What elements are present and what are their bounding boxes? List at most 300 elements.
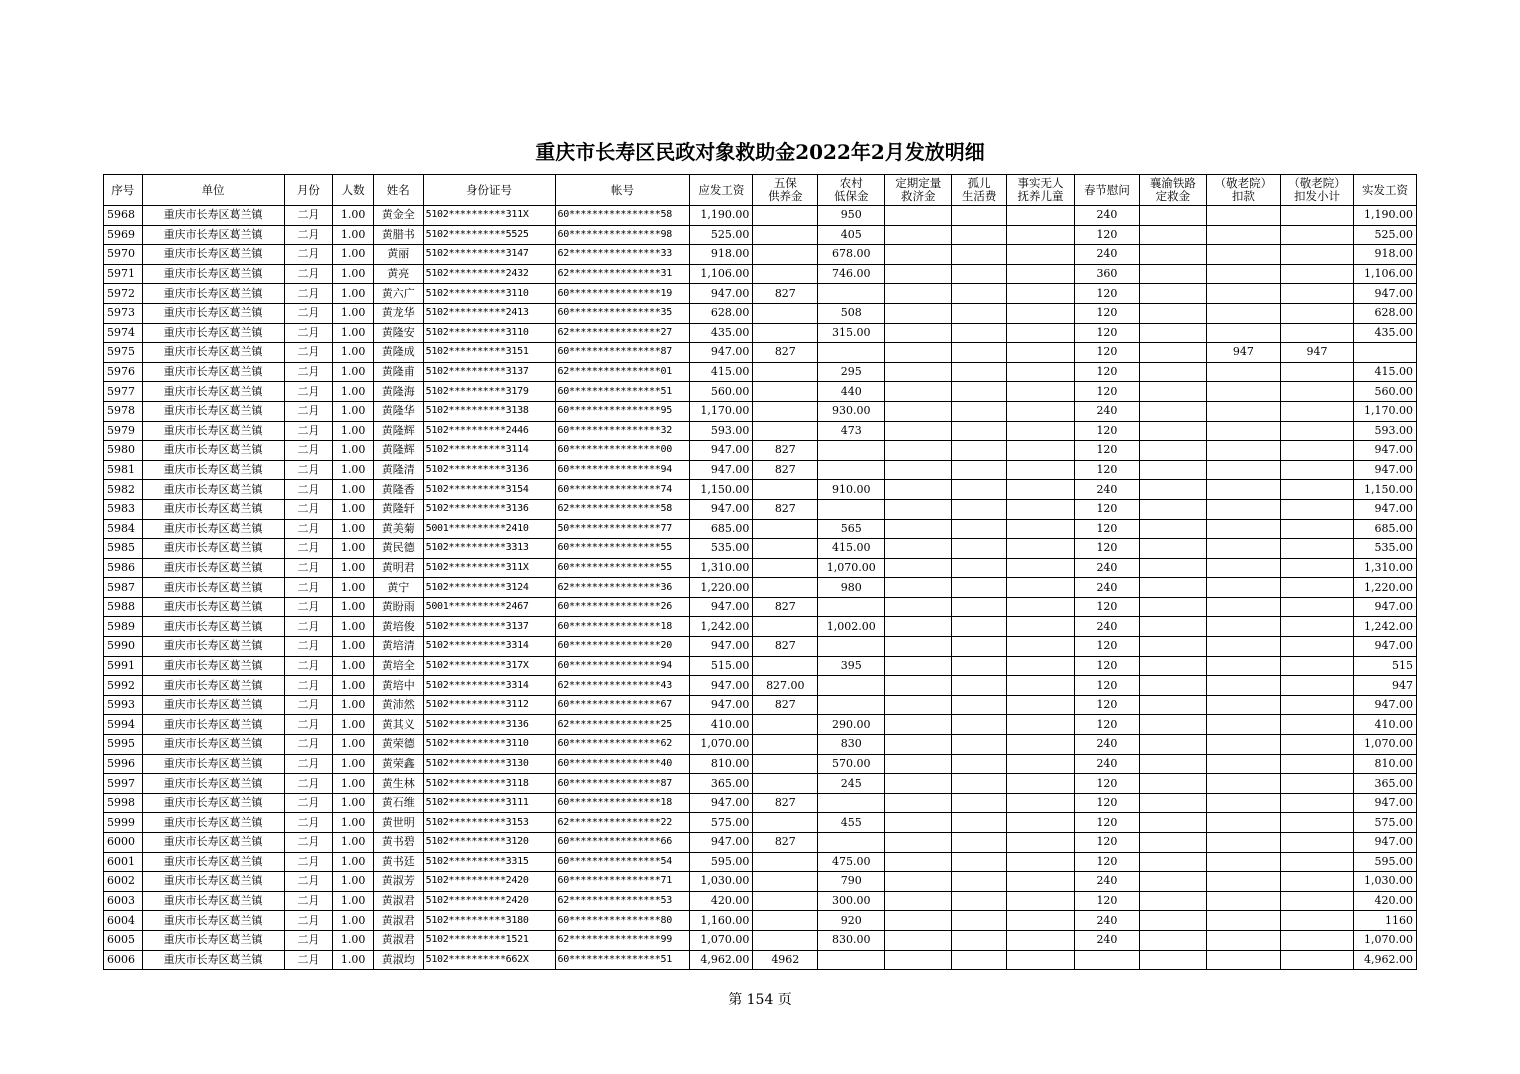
table-cell: 重庆市长寿区葛兰镇 bbox=[142, 264, 284, 284]
table-cell bbox=[1139, 891, 1206, 911]
table-cell bbox=[753, 754, 818, 774]
table-cell bbox=[1007, 695, 1075, 715]
table-cell bbox=[1139, 754, 1206, 774]
table-cell: 5991 bbox=[104, 656, 143, 676]
table-cell: 5102**********3110 bbox=[423, 323, 555, 343]
table-cell: 120 bbox=[1074, 284, 1139, 304]
table-cell: 5102**********311X bbox=[423, 558, 555, 578]
table-cell bbox=[1280, 519, 1353, 539]
column-header: 单位 bbox=[142, 175, 284, 206]
table-cell: 240 bbox=[1074, 558, 1139, 578]
table-cell bbox=[885, 754, 952, 774]
table-cell bbox=[1007, 323, 1075, 343]
table-cell bbox=[952, 421, 1007, 441]
table-cell: 1.00 bbox=[333, 891, 374, 911]
table-cell: 重庆市长寿区葛兰镇 bbox=[142, 245, 284, 265]
table-cell bbox=[885, 303, 952, 323]
table-row bbox=[104, 480, 1417, 500]
table-cell: 455 bbox=[818, 813, 885, 833]
table-cell: 1.00 bbox=[333, 343, 374, 363]
table-cell: 5992 bbox=[104, 676, 143, 696]
table-cell: 黄明君 bbox=[373, 558, 423, 578]
table-row bbox=[104, 656, 1417, 676]
table-cell: 二月 bbox=[284, 617, 333, 637]
table-cell: 6001 bbox=[104, 852, 143, 872]
table-cell: 910.00 bbox=[818, 480, 885, 500]
table-cell: 1.00 bbox=[333, 539, 374, 559]
table-cell: 685.00 bbox=[1353, 519, 1416, 539]
table-cell: 918.00 bbox=[690, 245, 753, 265]
table-cell: 60****************80 bbox=[555, 911, 690, 931]
table-cell bbox=[1206, 695, 1280, 715]
table-cell bbox=[1139, 930, 1206, 950]
table-cell: 5983 bbox=[104, 499, 143, 519]
table-cell: 947.00 bbox=[690, 597, 753, 617]
table-cell: 947.00 bbox=[1353, 833, 1416, 853]
table-cell: 5102**********3136 bbox=[423, 499, 555, 519]
table-cell: 62****************22 bbox=[555, 813, 690, 833]
table-cell bbox=[952, 637, 1007, 657]
table-row bbox=[104, 539, 1417, 559]
table-cell bbox=[952, 401, 1007, 421]
table-cell bbox=[1280, 421, 1353, 441]
table-row bbox=[104, 793, 1417, 813]
table-cell bbox=[1139, 911, 1206, 931]
table-cell: 827 bbox=[753, 695, 818, 715]
table-cell: 60****************98 bbox=[555, 225, 690, 245]
table-cell: 1.00 bbox=[333, 715, 374, 735]
table-cell: 240 bbox=[1074, 401, 1139, 421]
table-cell: 5102**********3111 bbox=[423, 793, 555, 813]
table-cell: 1.00 bbox=[333, 245, 374, 265]
table-cell: 二月 bbox=[284, 813, 333, 833]
table-cell: 重庆市长寿区葛兰镇 bbox=[142, 362, 284, 382]
table-cell: 二月 bbox=[284, 793, 333, 813]
table-cell bbox=[1007, 245, 1075, 265]
table-cell bbox=[1206, 754, 1280, 774]
table-cell: 5993 bbox=[104, 695, 143, 715]
table-cell bbox=[885, 656, 952, 676]
table-cell: 1,242.00 bbox=[690, 617, 753, 637]
table-cell: 6005 bbox=[104, 930, 143, 950]
table-cell: 5102**********3314 bbox=[423, 676, 555, 696]
table-cell: 重庆市长寿区葛兰镇 bbox=[142, 343, 284, 363]
table-cell: 二月 bbox=[284, 950, 333, 970]
column-header: 应发工资 bbox=[690, 175, 753, 206]
table-cell: 120 bbox=[1074, 343, 1139, 363]
column-header: （敬老院） 扣发小计 bbox=[1280, 175, 1353, 206]
column-header: 春节慰问 bbox=[1074, 175, 1139, 206]
table-cell: 240 bbox=[1074, 930, 1139, 950]
table-cell bbox=[1007, 480, 1075, 500]
table-cell bbox=[952, 206, 1007, 226]
table-cell: 6000 bbox=[104, 833, 143, 853]
table-cell: 5986 bbox=[104, 558, 143, 578]
table-cell bbox=[952, 656, 1007, 676]
table-cell bbox=[818, 343, 885, 363]
table-cell: 1.00 bbox=[333, 401, 374, 421]
table-cell: 420.00 bbox=[690, 891, 753, 911]
table-cell bbox=[1007, 401, 1075, 421]
table-cell bbox=[1280, 539, 1353, 559]
table-cell: 240 bbox=[1074, 578, 1139, 598]
table-cell: 1,190.00 bbox=[690, 206, 753, 226]
table-cell: 120 bbox=[1074, 460, 1139, 480]
table-cell: 黄淑君 bbox=[373, 891, 423, 911]
table-cell bbox=[1007, 539, 1075, 559]
table-cell bbox=[1280, 833, 1353, 853]
table-cell bbox=[1206, 539, 1280, 559]
table-cell: 827 bbox=[753, 833, 818, 853]
table-cell: 重庆市长寿区葛兰镇 bbox=[142, 401, 284, 421]
column-header: 襄渝铁路 定救金 bbox=[1139, 175, 1206, 206]
table-cell: 4962 bbox=[753, 950, 818, 970]
table-cell: 1,070.00 bbox=[690, 735, 753, 755]
table-cell: 980 bbox=[818, 578, 885, 598]
column-header: （敬老院） 扣款 bbox=[1206, 175, 1280, 206]
table-cell: 5990 bbox=[104, 637, 143, 657]
table-cell: 黄书碧 bbox=[373, 833, 423, 853]
table-cell: 5997 bbox=[104, 774, 143, 794]
table-cell: 二月 bbox=[284, 362, 333, 382]
table-cell bbox=[753, 245, 818, 265]
table-cell: 黄沛然 bbox=[373, 695, 423, 715]
table-cell: 重庆市长寿区葛兰镇 bbox=[142, 930, 284, 950]
table-cell bbox=[952, 441, 1007, 461]
table-cell bbox=[1206, 813, 1280, 833]
table-cell bbox=[753, 539, 818, 559]
table-cell: 1.00 bbox=[333, 303, 374, 323]
table-cell: 二月 bbox=[284, 578, 333, 598]
table-cell: 240 bbox=[1074, 735, 1139, 755]
column-header: 身份证号 bbox=[423, 175, 555, 206]
table-cell bbox=[885, 597, 952, 617]
table-cell bbox=[753, 303, 818, 323]
table-cell bbox=[1139, 813, 1206, 833]
table-cell: 重庆市长寿区葛兰镇 bbox=[142, 382, 284, 402]
table-cell: 120 bbox=[1074, 637, 1139, 657]
table-cell: 827 bbox=[753, 284, 818, 304]
table-cell bbox=[1139, 245, 1206, 265]
table-cell: 560.00 bbox=[690, 382, 753, 402]
column-header: 定期定量 救济金 bbox=[885, 175, 952, 206]
table-cell: 575.00 bbox=[1353, 813, 1416, 833]
table-cell: 1.00 bbox=[333, 852, 374, 872]
table-cell bbox=[1139, 284, 1206, 304]
table-cell: 595.00 bbox=[690, 852, 753, 872]
table-cell bbox=[1206, 460, 1280, 480]
table-cell bbox=[1007, 813, 1075, 833]
table-cell bbox=[885, 264, 952, 284]
table-cell bbox=[952, 774, 1007, 794]
table-row bbox=[104, 735, 1417, 755]
table-cell: 二月 bbox=[284, 480, 333, 500]
table-cell bbox=[1007, 519, 1075, 539]
table-cell bbox=[1139, 833, 1206, 853]
table-cell bbox=[885, 245, 952, 265]
table-cell: 50****************77 bbox=[555, 519, 690, 539]
table-cell: 830 bbox=[818, 735, 885, 755]
table-cell: 1.00 bbox=[333, 323, 374, 343]
table-cell: 560.00 bbox=[1353, 382, 1416, 402]
table-cell: 60****************18 bbox=[555, 617, 690, 637]
table-cell: 重庆市长寿区葛兰镇 bbox=[142, 793, 284, 813]
table-cell bbox=[952, 362, 1007, 382]
table-cell: 5976 bbox=[104, 362, 143, 382]
table-row bbox=[104, 558, 1417, 578]
table-cell bbox=[1139, 637, 1206, 657]
table-cell bbox=[1139, 617, 1206, 637]
table-cell bbox=[1280, 617, 1353, 637]
table-cell bbox=[1139, 715, 1206, 735]
table-cell: 黄培清 bbox=[373, 637, 423, 657]
table-cell bbox=[1280, 441, 1353, 461]
relief-payment-table bbox=[103, 174, 1417, 970]
table-cell bbox=[1007, 930, 1075, 950]
table-cell: 5102**********317X bbox=[423, 656, 555, 676]
table-cell bbox=[1206, 735, 1280, 755]
table-cell bbox=[885, 421, 952, 441]
table-cell: 5102**********3147 bbox=[423, 245, 555, 265]
table-cell: 5979 bbox=[104, 421, 143, 441]
table-cell: 1.00 bbox=[333, 558, 374, 578]
table-cell: 120 bbox=[1074, 833, 1139, 853]
table-cell: 黄隆成 bbox=[373, 343, 423, 363]
table-cell: 415.00 bbox=[1353, 362, 1416, 382]
table-cell bbox=[1206, 303, 1280, 323]
table-cell bbox=[1007, 617, 1075, 637]
table-cell: 240 bbox=[1074, 911, 1139, 931]
table-cell bbox=[1139, 421, 1206, 441]
table-cell: 1.00 bbox=[333, 813, 374, 833]
table-cell bbox=[885, 813, 952, 833]
table-cell: 62****************27 bbox=[555, 323, 690, 343]
table-cell: 947 bbox=[1280, 343, 1353, 363]
table-row bbox=[104, 323, 1417, 343]
table-row bbox=[104, 715, 1417, 735]
table-cell: 120 bbox=[1074, 891, 1139, 911]
table-cell: 950 bbox=[818, 206, 885, 226]
table-cell: 947.00 bbox=[690, 343, 753, 363]
table-cell: 120 bbox=[1074, 225, 1139, 245]
table-cell: 二月 bbox=[284, 303, 333, 323]
table-cell: 重庆市长寿区葛兰镇 bbox=[142, 833, 284, 853]
table-cell bbox=[885, 833, 952, 853]
table-cell: 重庆市长寿区葛兰镇 bbox=[142, 558, 284, 578]
table-cell: 二月 bbox=[284, 754, 333, 774]
table-cell: 黄美菊 bbox=[373, 519, 423, 539]
table-cell: 黄丽 bbox=[373, 245, 423, 265]
table-cell bbox=[1280, 793, 1353, 813]
table-cell: 二月 bbox=[284, 891, 333, 911]
table-cell bbox=[885, 950, 952, 970]
table-cell: 947.00 bbox=[690, 499, 753, 519]
table-cell bbox=[753, 872, 818, 892]
table-cell bbox=[952, 499, 1007, 519]
table-cell: 黄石维 bbox=[373, 793, 423, 813]
table-cell: 746.00 bbox=[818, 264, 885, 284]
table-row bbox=[104, 695, 1417, 715]
table-cell: 5980 bbox=[104, 441, 143, 461]
table-cell: 5102**********3315 bbox=[423, 852, 555, 872]
table-cell bbox=[1007, 950, 1075, 970]
table-cell: 二月 bbox=[284, 872, 333, 892]
table-row bbox=[104, 206, 1417, 226]
table-cell: 120 bbox=[1074, 323, 1139, 343]
table-cell: 黄隆香 bbox=[373, 480, 423, 500]
table-cell: 5988 bbox=[104, 597, 143, 617]
table-cell bbox=[1139, 656, 1206, 676]
table-cell: 295 bbox=[818, 362, 885, 382]
table-row bbox=[104, 245, 1417, 265]
table-cell bbox=[952, 323, 1007, 343]
table-cell: 黄隆轩 bbox=[373, 499, 423, 519]
table-cell: 120 bbox=[1074, 499, 1139, 519]
table-cell: 947.00 bbox=[690, 695, 753, 715]
table-cell bbox=[885, 225, 952, 245]
table-cell: 5102**********3313 bbox=[423, 539, 555, 559]
table-cell bbox=[1280, 284, 1353, 304]
table-row bbox=[104, 872, 1417, 892]
table-cell bbox=[1280, 637, 1353, 657]
table-cell: 515 bbox=[1353, 656, 1416, 676]
table-row bbox=[104, 421, 1417, 441]
table-cell: 405 bbox=[818, 225, 885, 245]
table-cell bbox=[1139, 225, 1206, 245]
table-cell: 重庆市长寿区葛兰镇 bbox=[142, 754, 284, 774]
table-cell: 62****************31 bbox=[555, 264, 690, 284]
table-cell bbox=[1280, 597, 1353, 617]
table-cell: 1,106.00 bbox=[690, 264, 753, 284]
table-cell: 二月 bbox=[284, 382, 333, 402]
table-cell: 二月 bbox=[284, 421, 333, 441]
table-cell: 二月 bbox=[284, 284, 333, 304]
table-row bbox=[104, 754, 1417, 774]
table-cell bbox=[1139, 695, 1206, 715]
table-cell: 947.00 bbox=[1353, 441, 1416, 461]
table-cell: 1,220.00 bbox=[690, 578, 753, 598]
table-cell: 重庆市长寿区葛兰镇 bbox=[142, 872, 284, 892]
table-row bbox=[104, 499, 1417, 519]
table-cell: 5001**********2410 bbox=[423, 519, 555, 539]
table-cell: 5998 bbox=[104, 793, 143, 813]
table-cell: 重庆市长寿区葛兰镇 bbox=[142, 715, 284, 735]
table-cell: 二月 bbox=[284, 539, 333, 559]
table-cell: 1.00 bbox=[333, 206, 374, 226]
table-cell bbox=[1206, 225, 1280, 245]
table-cell bbox=[952, 872, 1007, 892]
column-header: 五保 供养金 bbox=[753, 175, 818, 206]
table-cell: 黄亮 bbox=[373, 264, 423, 284]
table-cell bbox=[885, 617, 952, 637]
table-cell bbox=[1206, 891, 1280, 911]
table-cell: 1.00 bbox=[333, 774, 374, 794]
table-cell bbox=[1007, 891, 1075, 911]
table-cell: 947.00 bbox=[690, 460, 753, 480]
table-cell bbox=[1353, 343, 1416, 363]
table-cell bbox=[1206, 401, 1280, 421]
table-cell: 黄其义 bbox=[373, 715, 423, 735]
table-cell: 重庆市长寿区葛兰镇 bbox=[142, 911, 284, 931]
table-cell: 827 bbox=[753, 637, 818, 657]
table-cell bbox=[1139, 264, 1206, 284]
table-cell bbox=[885, 362, 952, 382]
table-cell: 重庆市长寿区葛兰镇 bbox=[142, 206, 284, 226]
table-cell bbox=[1007, 264, 1075, 284]
table-row bbox=[104, 833, 1417, 853]
table-cell: 二月 bbox=[284, 401, 333, 421]
table-cell: 6003 bbox=[104, 891, 143, 911]
table-cell: 678.00 bbox=[818, 245, 885, 265]
table-cell: 重庆市长寿区葛兰镇 bbox=[142, 284, 284, 304]
table-cell: 二月 bbox=[284, 774, 333, 794]
table-cell: 435.00 bbox=[1353, 323, 1416, 343]
table-cell: 5973 bbox=[104, 303, 143, 323]
table-cell: 1.00 bbox=[333, 793, 374, 813]
table-cell: 947.00 bbox=[1353, 695, 1416, 715]
table-cell: 黄隆海 bbox=[373, 382, 423, 402]
table-cell: 62****************99 bbox=[555, 930, 690, 950]
table-cell: 二月 bbox=[284, 695, 333, 715]
table-cell: 黄腊书 bbox=[373, 225, 423, 245]
table-cell: 360 bbox=[1074, 264, 1139, 284]
table-cell: 565 bbox=[818, 519, 885, 539]
table-cell: 508 bbox=[818, 303, 885, 323]
table-cell bbox=[885, 676, 952, 696]
table-cell: 4,962.00 bbox=[1353, 950, 1416, 970]
table-cell bbox=[753, 617, 818, 637]
table-cell: 5102**********3114 bbox=[423, 441, 555, 461]
table-cell bbox=[1280, 911, 1353, 931]
table-cell bbox=[885, 519, 952, 539]
table-cell bbox=[753, 519, 818, 539]
table-cell: 重庆市长寿区葛兰镇 bbox=[142, 421, 284, 441]
table-cell: 黄六广 bbox=[373, 284, 423, 304]
table-cell: 二月 bbox=[284, 597, 333, 617]
column-header: 姓名 bbox=[373, 175, 423, 206]
table-cell: 5972 bbox=[104, 284, 143, 304]
table-cell bbox=[818, 833, 885, 853]
table-cell: 1160 bbox=[1353, 911, 1416, 931]
table-cell bbox=[1139, 774, 1206, 794]
table-cell: 二月 bbox=[284, 715, 333, 735]
table-cell: 重庆市长寿区葛兰镇 bbox=[142, 774, 284, 794]
table-cell bbox=[885, 735, 952, 755]
table-cell bbox=[1280, 245, 1353, 265]
table-cell bbox=[885, 578, 952, 598]
table-cell: 628.00 bbox=[1353, 303, 1416, 323]
table-cell: 黄隆安 bbox=[373, 323, 423, 343]
table-cell: 5102**********2446 bbox=[423, 421, 555, 441]
table-cell bbox=[1139, 676, 1206, 696]
table-cell: 二月 bbox=[284, 930, 333, 950]
table-cell bbox=[1206, 519, 1280, 539]
table-cell bbox=[952, 245, 1007, 265]
table-cell: 重庆市长寿区葛兰镇 bbox=[142, 617, 284, 637]
table-cell bbox=[1007, 460, 1075, 480]
table-cell bbox=[1280, 754, 1353, 774]
table-cell: 二月 bbox=[284, 499, 333, 519]
table-cell: 5984 bbox=[104, 519, 143, 539]
table-cell: 5102**********3118 bbox=[423, 774, 555, 794]
table-cell: 525.00 bbox=[1353, 225, 1416, 245]
table-cell bbox=[1139, 519, 1206, 539]
table-cell: 300.00 bbox=[818, 891, 885, 911]
table-row bbox=[104, 441, 1417, 461]
table-cell: 947.00 bbox=[1353, 284, 1416, 304]
table-cell: 120 bbox=[1074, 715, 1139, 735]
table-cell: 重庆市长寿区葛兰镇 bbox=[142, 323, 284, 343]
